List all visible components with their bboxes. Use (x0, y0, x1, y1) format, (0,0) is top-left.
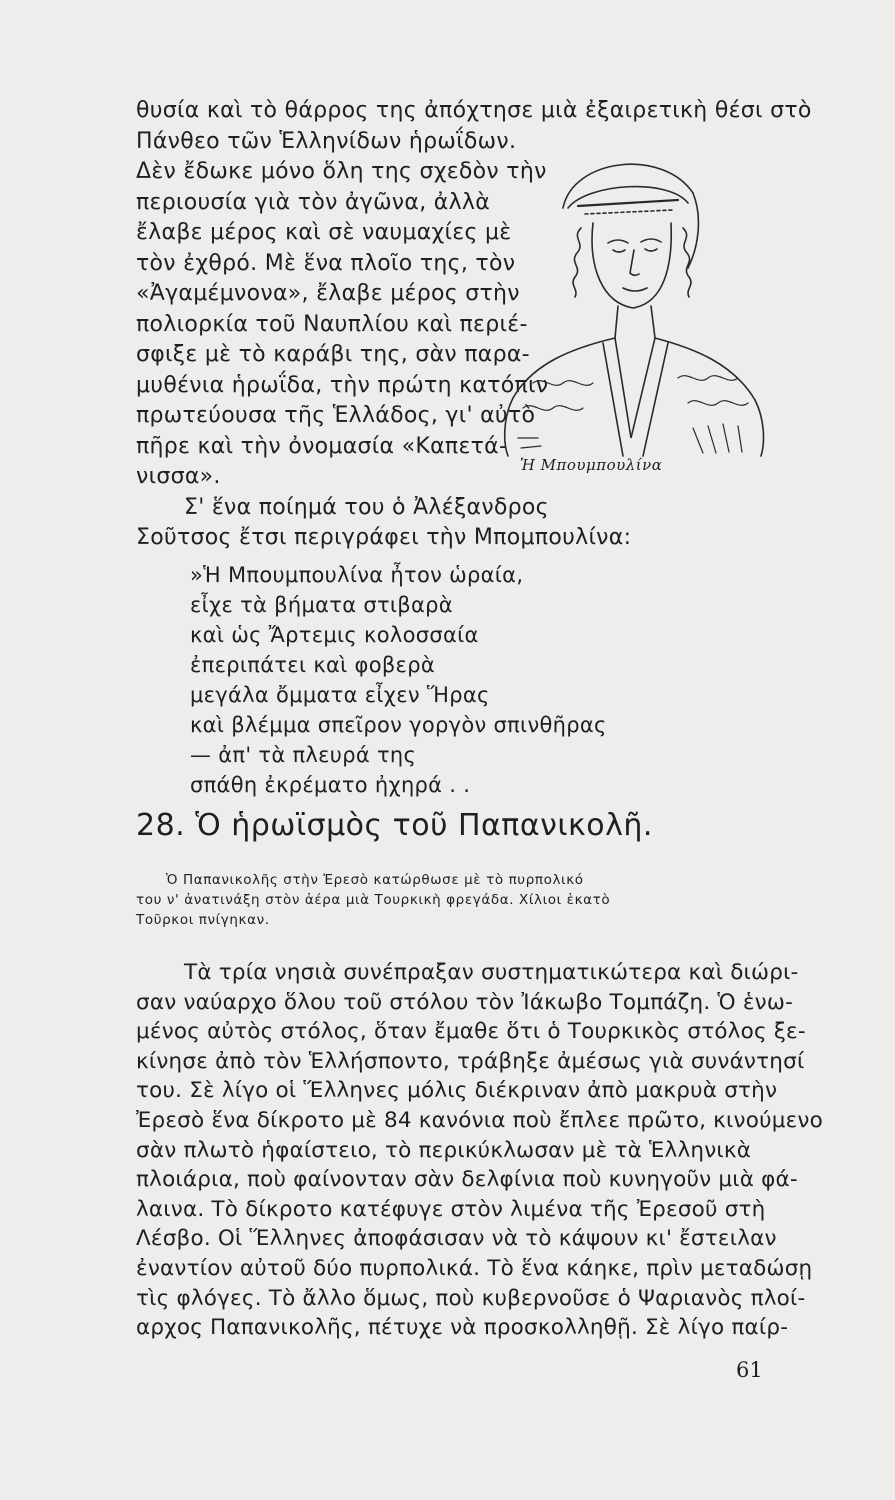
poem-line: εἶχε τὰ βήματα στιβαρὰ (190, 593, 453, 617)
text-line: Δὲν ἔδωκε μόνο ὅλη της σχεδὸν τὴν (136, 159, 547, 184)
portrait-illustration (493, 138, 783, 458)
text-line: πολιορκία τοῦ Ναυπλίου καὶ περιέ- (136, 311, 528, 337)
body-line: Τὰ τρία νησιὰ συνέπραξαν συστηματικώτερα καὶ διώρι- (184, 960, 799, 985)
portrait-caption: Ἡ Μπουμπουλίνα (520, 456, 663, 474)
body-line: κίνησε ἀπὸ τὸν Ἑλλήσποντο, τράβηξε ἀμέσως γιὰ συνάντησί (136, 1048, 805, 1074)
poem (190, 560, 710, 800)
text-line: σφιξε μὲ τὸ καράβι της, σὰν παρα- (136, 342, 530, 367)
body-line: λαινα. Τὸ δίκροτο κατέφυγε στὸν λιμένα τῆς Ἐρεσοῦ στὴ (136, 1196, 766, 1222)
text-line: πρωτεύουσα τῆς Ἑλλάδος, γι' αὐτὸ (136, 403, 536, 428)
body-line: ἐναντίον αὐτοῦ δύο πυρπολικά. Τὸ ἕνα κάηκε, πρὶν μεταδώσῃ (136, 1255, 813, 1281)
body-line: σαν ναύαρχο ὅλου τοῦ στόλου τὸν Ἰάκωβο Τομπάζη. Ὁ ἑνω- (136, 989, 794, 1015)
body-line: Ἐρεσὸ ἕνα δίκροτο μὲ 84 κανόνια ποὺ ἔπλεε πρῶτο, κινούμενο (136, 1107, 823, 1133)
body-line: αρχος Παπανικολῆς, πέτυχε νὰ προσκολληθῇ. Σὲ λίγο παίρ- (136, 1315, 789, 1341)
poem-line: »Ἡ Μπουμπουλίνα ἦτον ὡραία, (190, 563, 524, 587)
text-line: πῆρε καὶ τὴν ὀνομασία «Καπετά- (136, 433, 508, 459)
text-line: «Ἀγαμέμνονα», ἔλαβε μέρος στὴν (136, 281, 520, 306)
text-line: μυθένια ἡρωΐδα, τὴν πρώτη κατόπιν (136, 372, 549, 398)
poem-line: μεγάλα ὄμματα εἶχεν Ἥρας (190, 683, 490, 707)
text-line: θυσία καὶ τὸ θάρρος της ἀπόχτησε μιὰ ἐξαιρετικὴ θέσι στὸ (136, 98, 812, 123)
poem-line: καὶ βλέμμα σπεῖρον γοργὸν σπινθῆρας (190, 713, 607, 737)
page-number: 61 (736, 1358, 763, 1382)
text-line: Πάνθεο τῶν Ἑλληνίδων ἡρωΐδων. (136, 128, 517, 154)
poem-line: σπάθη ἐκρέματο ἠχηρά . . (190, 773, 471, 797)
body-paragraph (136, 958, 823, 1343)
summary-line: Ὁ Παπανικολῆς στὴν Ἐρεσὸ κατώρθωσε μὲ τὸ πυρπολικό (166, 872, 584, 888)
body-line: πλοιάρια, ποὺ φαίνονταν σὰν δελφίνια ποὺ κυνηγοῦν μιὰ φά- (136, 1167, 798, 1193)
body-line: μένος αὐτὸς στόλος, ὅταν ἔμαθε ὅτι ὁ Τουρκικὸς στόλος ξε- (136, 1019, 806, 1045)
summary-line: του ν' ἀνατινάξη στὸν ἀέρα μιὰ Τουρκικὴ φρεγάδα. Χίλιοι ἑκατὸ (136, 892, 611, 908)
text-line: Σοῦτσος ἔτσι περιγράφει τὴν Μπομπουλίνα: (136, 525, 632, 550)
poem-line: καὶ ὡς Ἄρτεμις κολοσσαία (190, 623, 479, 647)
body-line: σὰν πλωτὸ ἡφαίστειο, τὸ περικύκλωσαν μὲ τὰ Ἑλληνικὰ (136, 1137, 752, 1163)
text-line: τὸν ἐχθρό. Μὲ ἕνα πλοῖο της, τὸν (136, 250, 516, 276)
text-line: Σ' ἕνα ποίημά του ὁ Ἀλέξανδρος (184, 494, 549, 520)
poem-line: ἐπεριπάτει καὶ φοβερὰ (190, 653, 435, 677)
body-line: Λέσβο. Οἱ Ἕλληνες ἀποφάσισαν νὰ τὸ κάψουν κι' ἔστειλαν (136, 1226, 777, 1252)
body-line: τὶς φλόγες. Τὸ ἄλλο ὅμως, ποὺ κυβερνοῦσε ὁ Ψαριανὸς πλοί- (136, 1285, 806, 1311)
text-line: ἔλαβε μέρος καὶ σὲ ναυμαχίες μὲ (136, 220, 512, 245)
section-heading: 28. Ὁ ἡρωϊσμὸς τοῦ Παπανικολῆ. (136, 808, 653, 843)
section-summary (136, 870, 781, 930)
text-line: νισσα». (136, 464, 221, 489)
poem-line: — ἀπ' τὰ πλευρά της (190, 743, 417, 767)
summary-line: Τοῦρκοι πνίγηκαν. (136, 912, 270, 928)
body-line: του. Σὲ λίγο οἱ Ἕλληνες μόλις διέκριναν ἀπὸ μακρυὰ στὴν (136, 1078, 778, 1104)
text-line: περιουσία γιὰ τὸν ἀγῶνα, ἀλλὰ (136, 189, 491, 215)
